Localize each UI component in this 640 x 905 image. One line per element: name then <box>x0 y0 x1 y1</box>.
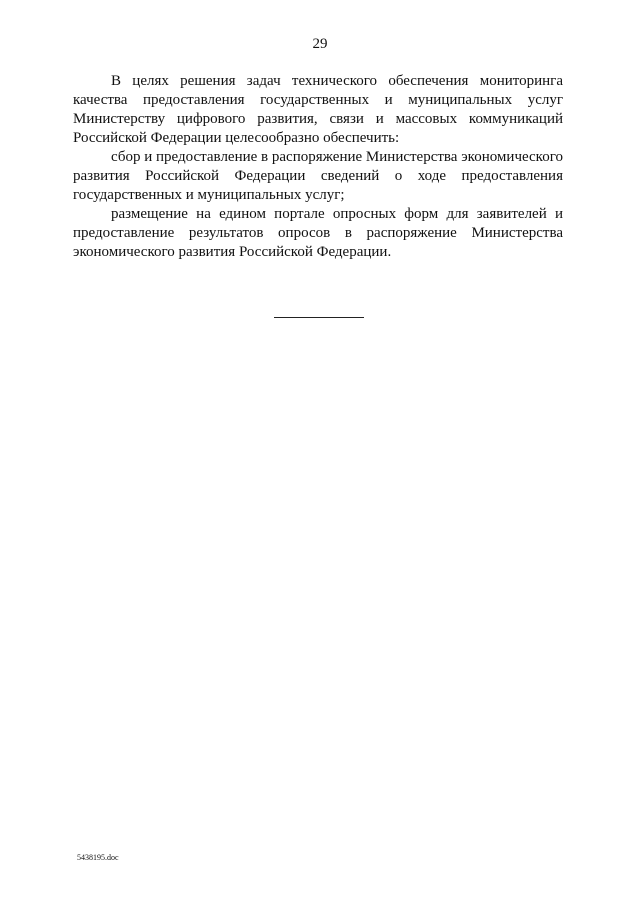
body-text <box>73 72 563 262</box>
section-divider <box>274 317 364 318</box>
paragraph-intro: В целях решения задач технического обеспечения мониторинга качества предоставления государственных и муниципальных услуг Министерству цифрового развития, связи и массовых коммуникаций Российской Федерации целесообразно обеспечить: <box>73 73 563 146</box>
page-number: 29 <box>312 36 328 52</box>
footer-file-code: 5438195.doc <box>77 853 119 862</box>
paragraph-item-portal: размещение на едином портале опросных форм для заявителей и предоставление результатов опросов в распоряжение Министерства экономического развития Российской Федерации. <box>73 206 563 260</box>
paragraph-item-collection: сбор и предоставление в распоряжение Министерства экономического развития Российской Федерации сведений о ходе предоставления государственных и муниципальных услуг; <box>73 149 563 203</box>
